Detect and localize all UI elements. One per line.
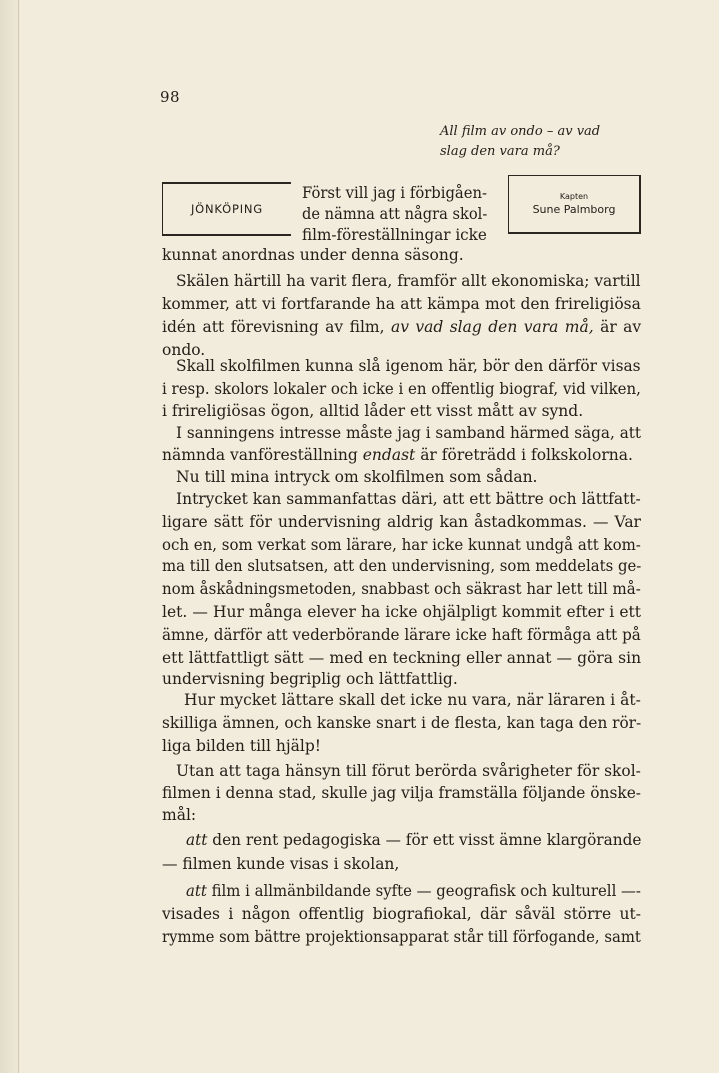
line-text: undervisning begriplig och lättfattlig.	[162, 670, 458, 688]
line-text: de nämna att några skol-	[302, 205, 488, 223]
line-text: i resp. skolors lokaler och icke i en offentlig biograf, vid vilken,	[162, 380, 641, 398]
location-box	[162, 182, 291, 236]
author-name: Sune Palmborg	[532, 203, 616, 216]
text-line	[162, 294, 641, 314]
line-text: Skall skolfilmen kunna slå igenom här, bör den därför visas	[176, 357, 641, 375]
text-line	[162, 713, 641, 733]
text-line	[162, 556, 641, 576]
line-text: liga bilden till hjälp!	[162, 737, 322, 755]
line-text: Utan att taga hänsyn till förut berörda svårigheter för skol-	[176, 762, 641, 780]
text-line	[162, 904, 641, 924]
text-line	[176, 761, 641, 781]
page-number: 98	[160, 88, 181, 106]
line-text: nom åskådningsmetoden, snabbast och säkrast har lett till må-	[162, 580, 641, 598]
text-line	[186, 881, 641, 901]
line-text: filmen i denna stad, skulle jag vilja framställa följande önske-	[162, 784, 642, 802]
italic-text: att	[186, 882, 207, 900]
text-line	[162, 445, 633, 465]
text-line	[162, 805, 196, 825]
location-label: JÖNKÖPING	[190, 202, 264, 216]
text-line	[186, 830, 641, 850]
line-text: i frireligiösas ögon, alltid låder ett visst mått av synd.	[162, 402, 584, 420]
text-line	[162, 625, 641, 645]
line-text: är av	[593, 318, 642, 336]
author-box	[508, 175, 641, 234]
italic-text: endast	[362, 446, 416, 464]
epigraph-line: slag den vara må?	[440, 144, 560, 159]
italic-text: av vad slag den vara må,	[390, 318, 594, 336]
line-text: film i allmänbildande syfte — geografisk och kulturell —-	[206, 882, 641, 900]
line-text: — filmen kunde visas i skolan,	[162, 855, 400, 873]
line-text: Hur mycket lättare skall det icke nu vara, när läraren i åt-	[184, 691, 641, 709]
line-text: är företrädd i folkskolorna.	[415, 446, 633, 464]
italic-text: att	[186, 831, 208, 849]
line-text: och en, som verkat som lärare, har icke kunnat undgå att kom-	[162, 536, 641, 554]
text-line	[162, 602, 641, 622]
text-line	[162, 317, 641, 337]
text-line	[162, 648, 641, 668]
text-line	[162, 854, 399, 874]
text-line	[162, 669, 458, 689]
line-text: ligare sätt för undervisning aldrig kan åstadkommas. — Var	[162, 513, 641, 531]
line-text: let. — Hur många elever ha icke ohjälpligt kommit efter i ett	[162, 603, 641, 621]
text-line	[162, 736, 321, 756]
line-text: ondo.	[162, 341, 206, 359]
line-text: den rent pedagogiska — för ett visst ämne klargörande	[207, 831, 642, 849]
line-text: Intrycket kan sammanfattas däri, att ett bättre och lättfatt-	[176, 490, 641, 508]
text-line	[162, 245, 464, 265]
line-text: skilliga ämnen, och kanske snart i de flesta, kan taga den rör-	[162, 714, 642, 732]
line-text: ma till den slutsatsen, att den undervisning, som meddelats ge-	[162, 557, 642, 575]
text-line	[302, 183, 487, 203]
line-text: kommer, att vi fortfarande ha att kämpa mot den frireligiösa	[162, 295, 641, 313]
epigraph	[440, 122, 650, 162]
text-line	[162, 783, 641, 803]
line-text: visades i någon offentlig biografiokal, där såväl större ut-	[162, 905, 642, 923]
text-line	[162, 401, 583, 421]
text-line	[162, 379, 641, 399]
page-edge	[0, 0, 20, 1073]
text-line	[184, 690, 641, 710]
text-line	[176, 423, 641, 443]
page-edge-line	[18, 0, 19, 1073]
line-text: ett lättfattligt sätt — med en teckning eller annat — göra sin	[162, 649, 642, 667]
text-line	[162, 579, 641, 599]
line-text: idén att förevisning av film,	[162, 318, 391, 336]
text-line	[176, 467, 538, 487]
line-text: I sanningens intresse måste jag i samband härmed säga, att	[176, 424, 642, 442]
author-title: Kapten	[559, 192, 589, 201]
line-text: ämne, därför att vederbörande lärare icke haft förmåga att på	[162, 626, 641, 644]
line-text: kunnat anordnas under denna säsong.	[162, 246, 464, 264]
text-line	[302, 225, 487, 245]
text-line	[302, 204, 487, 224]
line-text: Skälen härtill ha varit flera, framför allt ekonomiska; vartill	[176, 272, 641, 290]
line-text: mål:	[162, 806, 197, 824]
text-line	[162, 927, 641, 947]
text-line	[176, 271, 641, 291]
text-line	[162, 535, 641, 555]
text-line	[176, 489, 641, 509]
line-text: nämnda vanföreställning	[162, 446, 363, 464]
line-text: film-föreställningar icke	[302, 226, 487, 244]
line-text: Först vill jag i förbigåen-	[302, 184, 488, 202]
text-line	[176, 356, 641, 376]
line-text: Nu till mina intryck om skolfilmen som sådan.	[176, 468, 538, 486]
line-text: rymme som bättre projektionsapparat står till förfogande, samt	[162, 928, 641, 946]
epigraph-line: All film av ondo – av vad	[440, 124, 601, 139]
text-line	[162, 512, 641, 532]
